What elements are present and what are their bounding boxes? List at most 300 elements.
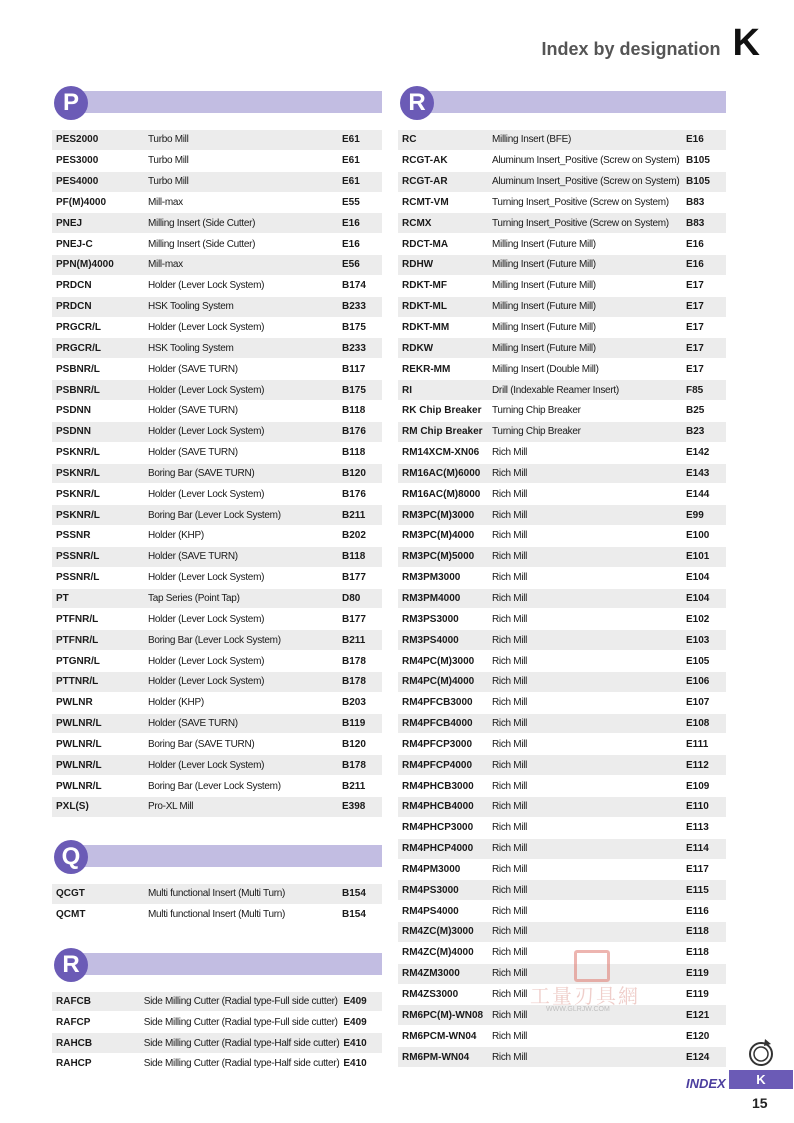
page-ref-cell[interactable]: E116 [682, 901, 726, 922]
page-ref-cell[interactable]: F85 [682, 380, 726, 401]
page-ref-cell[interactable]: B118 [338, 546, 382, 567]
description-cell: Boring Bar (SAVE TURN) [144, 463, 338, 484]
table-row [398, 463, 726, 484]
page-ref-cell[interactable]: E16 [682, 255, 726, 276]
designation-cell: RM4PS4000 [398, 901, 488, 922]
index-table [52, 884, 382, 926]
page-ref-cell[interactable]: E117 [682, 859, 726, 880]
designation-cell: RDCT-MA [398, 234, 488, 255]
designation-cell: RCMX [398, 213, 488, 234]
designation-cell: PPN(M)4000 [52, 255, 144, 276]
table-row [398, 671, 726, 692]
table-row [52, 904, 382, 925]
designation-cell: RAFCP [52, 1012, 140, 1033]
description-cell: Multi functional Insert (Multi Turn) [144, 904, 338, 925]
page-ref-cell[interactable]: E121 [682, 1005, 726, 1026]
table-row [52, 359, 382, 380]
table-row [398, 1047, 726, 1068]
description-cell: Boring Bar (SAVE TURN) [144, 734, 338, 755]
section-gap [52, 926, 382, 948]
table-row [398, 588, 726, 609]
table-row [398, 546, 726, 567]
description-cell: Mill-max [144, 255, 338, 276]
designation-cell: RAHCP [52, 1054, 140, 1075]
description-cell: Holder (SAVE TURN) [144, 359, 338, 380]
table-row [398, 317, 726, 338]
page-ref-cell[interactable]: E409 [339, 1012, 382, 1033]
description-cell: Rich Mill [488, 671, 682, 692]
table-row [398, 171, 726, 192]
page-ref-cell[interactable]: B83 [682, 192, 726, 213]
description-cell: Rich Mill [488, 505, 682, 526]
index-table [52, 992, 382, 1075]
designation-cell: PWLNR/L [52, 713, 144, 734]
table-row [52, 317, 382, 338]
description-cell: Holder (KHP) [144, 526, 338, 547]
page-ref-cell[interactable]: E103 [682, 630, 726, 651]
description-cell: Holder (KHP) [144, 692, 338, 713]
description-cell: HSK Tooling System [144, 296, 338, 317]
page-ref-cell[interactable]: E16 [338, 213, 382, 234]
designation-cell: PTFNR/L [52, 609, 144, 630]
table-row [52, 400, 382, 421]
description-cell: Holder (SAVE TURN) [144, 400, 338, 421]
description-cell: Milling Insert (Future Mill) [488, 296, 682, 317]
designation-cell: RM4PFCB3000 [398, 692, 488, 713]
description-cell: Rich Mill [488, 588, 682, 609]
designation-cell: PRDCN [52, 296, 144, 317]
designation-cell: PNEJ [52, 213, 144, 234]
description-cell: Aluminum Insert_Positive (Screw on System) [488, 171, 682, 192]
designation-cell: RM16AC(M)8000 [398, 484, 488, 505]
description-cell: Milling Insert (Side Cutter) [144, 213, 338, 234]
designation-cell: RM4PC(M)4000 [398, 671, 488, 692]
designation-cell: PSKNR/L [52, 484, 144, 505]
description-cell: Side Milling Cutter (Radial type-Half side cutter) [140, 1054, 340, 1075]
description-cell: Rich Mill [488, 797, 682, 818]
section-band [420, 91, 726, 113]
table-row [52, 630, 382, 651]
page-ref-cell[interactable]: B233 [338, 296, 382, 317]
page-ref-cell[interactable]: B175 [338, 317, 382, 338]
designation-cell: RC [398, 130, 488, 150]
table-row [52, 1033, 382, 1054]
page-ref-cell[interactable]: E119 [682, 963, 726, 984]
description-cell: Turning Chip Breaker [488, 400, 682, 421]
page-ref-cell[interactable]: B174 [338, 275, 382, 296]
section-band [74, 845, 382, 867]
description-cell: Side Milling Cutter (Radial type-Full side cutter) [140, 1012, 340, 1033]
description-cell: Drill (Indexable Reamer Insert) [488, 380, 682, 401]
designation-cell: RDKT-MF [398, 275, 488, 296]
table-row [398, 734, 726, 755]
index-table [52, 130, 382, 818]
page-ref-cell[interactable]: B120 [338, 734, 382, 755]
designation-cell: RCMT-VM [398, 192, 488, 213]
designation-cell: RM16AC(M)6000 [398, 463, 488, 484]
page-ref-cell[interactable]: E143 [682, 463, 726, 484]
table-row [52, 609, 382, 630]
page-ref-cell[interactable]: B202 [338, 526, 382, 547]
designation-cell: RM4ZC(M)4000 [398, 942, 488, 963]
table-row [52, 1054, 382, 1075]
description-cell: Pro-XL Mill [144, 797, 338, 818]
page-ref-cell[interactable]: E111 [682, 734, 726, 755]
description-cell: Holder (Lever Lock System) [144, 484, 338, 505]
page-ref-cell[interactable]: E17 [682, 275, 726, 296]
page-ref-cell[interactable]: E101 [682, 546, 726, 567]
page-ref-cell[interactable]: B105 [682, 150, 726, 171]
table-row [398, 380, 726, 401]
page-ref-cell[interactable]: E107 [682, 692, 726, 713]
description-cell: Rich Mill [488, 859, 682, 880]
designation-cell: RDKW [398, 338, 488, 359]
description-cell: Holder (SAVE TURN) [144, 442, 338, 463]
index-tab[interactable]: K [729, 1070, 793, 1089]
page-ref-cell[interactable]: E124 [682, 1047, 726, 1068]
designation-cell: PWLNR/L [52, 755, 144, 776]
page-ref-cell[interactable]: E61 [338, 171, 382, 192]
designation-cell: QCGT [52, 884, 144, 904]
page-ref-cell[interactable]: B176 [338, 421, 382, 442]
table-row [52, 296, 382, 317]
description-cell: Rich Mill [488, 484, 682, 505]
table-row [52, 797, 382, 818]
description-cell: Holder (Lever Lock System) [144, 275, 338, 296]
description-cell: Multi functional Insert (Multi Turn) [144, 884, 338, 904]
page-ref-cell[interactable]: E106 [682, 671, 726, 692]
designation-cell: QCMT [52, 904, 144, 925]
designation-cell: RAFCB [52, 992, 140, 1012]
description-cell: Holder (SAVE TURN) [144, 546, 338, 567]
designation-cell: PSBNR/L [52, 380, 144, 401]
designation-cell: PF(M)4000 [52, 192, 144, 213]
table-row [52, 734, 382, 755]
table-row [398, 797, 726, 818]
designation-cell: RM6PCM-WN04 [398, 1026, 488, 1047]
table-row [52, 150, 382, 171]
description-cell: Side Milling Cutter (Radial type-Half side cutter) [140, 1033, 340, 1054]
page-ref-cell[interactable]: E104 [682, 567, 726, 588]
table-row [398, 359, 726, 380]
page-ref-cell[interactable]: E16 [338, 234, 382, 255]
description-cell: Rich Mill [488, 838, 682, 859]
page-ref-cell[interactable]: B211 [338, 630, 382, 651]
table-row [398, 630, 726, 651]
designation-cell: PSSNR/L [52, 546, 144, 567]
page-ref-cell[interactable]: E61 [338, 130, 382, 150]
table-row [398, 651, 726, 672]
page-ref-cell[interactable]: B175 [338, 380, 382, 401]
description-cell: Rich Mill [488, 817, 682, 838]
designation-cell: RM4PHCP4000 [398, 838, 488, 859]
designation-cell: RDKT-ML [398, 296, 488, 317]
designation-cell: PXL(S) [52, 797, 144, 818]
designation-cell: PSKNR/L [52, 463, 144, 484]
page-ref-cell[interactable]: B117 [338, 359, 382, 380]
table-row [398, 130, 726, 150]
page-ref-cell[interactable]: E109 [682, 776, 726, 797]
table-row [398, 713, 726, 734]
section-band [74, 953, 382, 975]
table-row [398, 1026, 726, 1047]
page-ref-cell[interactable]: E108 [682, 713, 726, 734]
table-row [398, 484, 726, 505]
page-ref-cell[interactable]: B211 [338, 505, 382, 526]
page-ref-cell[interactable]: E120 [682, 1026, 726, 1047]
description-cell: Rich Mill [488, 1047, 682, 1068]
watermark-text: 工量刃具網 [530, 984, 640, 1008]
watermark-logo [574, 950, 610, 982]
designation-cell: RM6PC(M)-WN08 [398, 1005, 488, 1026]
section-band [74, 91, 382, 113]
page-ref-cell[interactable]: D80 [338, 588, 382, 609]
designation-cell: PSBNR/L [52, 359, 144, 380]
page-ref-cell[interactable]: B25 [682, 400, 726, 421]
page-ref-cell[interactable]: E99 [682, 505, 726, 526]
page-ref-cell[interactable]: E110 [682, 797, 726, 818]
page-ref-cell[interactable]: E102 [682, 609, 726, 630]
table-row [52, 255, 382, 276]
page-ref-cell[interactable]: B118 [338, 400, 382, 421]
table-row [52, 713, 382, 734]
table-row [398, 421, 726, 442]
page-title: Index by designation [541, 39, 721, 59]
table-row [52, 526, 382, 547]
description-cell: Boring Bar (Lever Lock System) [144, 505, 338, 526]
description-cell: Holder (SAVE TURN) [144, 713, 338, 734]
page-ref-cell[interactable]: E144 [682, 484, 726, 505]
description-cell: Rich Mill [488, 880, 682, 901]
section-gap [52, 818, 382, 840]
refresh-icon[interactable] [745, 1037, 777, 1069]
page-ref-cell[interactable]: B178 [338, 651, 382, 672]
description-cell: Rich Mill [488, 463, 682, 484]
page-number: 15 [752, 1095, 768, 1111]
designation-cell: RM4PM3000 [398, 859, 488, 880]
table-row [52, 671, 382, 692]
table-row [52, 992, 382, 1012]
designation-cell: RK Chip Breaker [398, 400, 488, 421]
page-ref-cell[interactable]: B178 [338, 755, 382, 776]
designation-cell: RDHW [398, 255, 488, 276]
description-cell: Rich Mill [488, 546, 682, 567]
table-row [52, 776, 382, 797]
table-row [398, 817, 726, 838]
table-row [398, 755, 726, 776]
description-cell: Holder (Lever Lock System) [144, 317, 338, 338]
description-cell: Rich Mill [488, 901, 682, 922]
table-row [52, 380, 382, 401]
designation-cell: RM4PHCP3000 [398, 817, 488, 838]
designation-cell: PWLNR/L [52, 776, 144, 797]
index-label: INDEX [686, 1076, 726, 1091]
designation-cell: PSDNN [52, 400, 144, 421]
table-row [398, 901, 726, 922]
description-cell: Milling Insert (Double Mill) [488, 359, 682, 380]
section-letter-badge: P [54, 86, 88, 120]
designation-cell: RI [398, 380, 488, 401]
designation-cell: PSSNR [52, 526, 144, 547]
designation-cell: PSDNN [52, 421, 144, 442]
description-cell: Turning Insert_Positive (Screw on System) [488, 213, 682, 234]
page-ref-cell[interactable]: B120 [338, 463, 382, 484]
designation-cell: RM3PC(M)4000 [398, 526, 488, 547]
section-header [52, 86, 382, 120]
page-ref-cell[interactable]: B23 [682, 421, 726, 442]
page-ref-cell[interactable]: E410 [339, 1033, 382, 1054]
section-letter-badge: Q [54, 840, 88, 874]
description-cell: Milling Insert (Future Mill) [488, 234, 682, 255]
page-ref-cell[interactable]: E16 [682, 234, 726, 255]
description-cell: Milling Insert (Side Cutter) [144, 234, 338, 255]
page-ref-cell[interactable]: B211 [338, 776, 382, 797]
table-row [52, 692, 382, 713]
description-cell: Rich Mill [488, 567, 682, 588]
designation-cell: RCGT-AK [398, 150, 488, 171]
page-ref-cell[interactable]: E112 [682, 755, 726, 776]
page-ref-cell[interactable]: B83 [682, 213, 726, 234]
page-ref-cell[interactable]: B177 [338, 567, 382, 588]
description-cell: Holder (Lever Lock System) [144, 755, 338, 776]
description-cell: Rich Mill [488, 942, 682, 963]
page-ref-cell[interactable]: E113 [682, 817, 726, 838]
table-row [52, 1012, 382, 1033]
designation-cell: RM Chip Breaker [398, 421, 488, 442]
table-row [398, 255, 726, 276]
page-ref-cell[interactable]: E398 [338, 797, 382, 818]
description-cell: Rich Mill [488, 922, 682, 943]
table-row [398, 150, 726, 171]
table-row [52, 884, 382, 904]
table-row [52, 213, 382, 234]
page-ref-cell[interactable]: E17 [682, 359, 726, 380]
designation-cell: PT [52, 588, 144, 609]
table-row [398, 692, 726, 713]
description-cell: Milling Insert (BFE) [488, 130, 682, 150]
page-ref-cell[interactable]: E142 [682, 442, 726, 463]
table-row [398, 213, 726, 234]
watermark [530, 950, 670, 1020]
description-cell: Holder (Lever Lock System) [144, 651, 338, 672]
designation-cell: PTFNR/L [52, 630, 144, 651]
page-ref-cell[interactable]: B176 [338, 484, 382, 505]
page-ref-cell[interactable]: E17 [682, 338, 726, 359]
page-ref-cell[interactable]: E114 [682, 838, 726, 859]
description-cell: Turbo Mill [144, 130, 338, 150]
description-cell: Turbo Mill [144, 171, 338, 192]
page-ref-cell[interactable]: E56 [338, 255, 382, 276]
description-cell: Boring Bar (Lever Lock System) [144, 630, 338, 651]
designation-cell: RM3PS3000 [398, 609, 488, 630]
description-cell: Rich Mill [488, 526, 682, 547]
page-ref-cell[interactable]: E17 [682, 317, 726, 338]
description-cell: Holder (Lever Lock System) [144, 380, 338, 401]
page-ref-cell[interactable]: E410 [339, 1054, 382, 1075]
table-row [52, 651, 382, 672]
page-ref-cell[interactable]: E61 [338, 150, 382, 171]
description-cell: Milling Insert (Future Mill) [488, 338, 682, 359]
page-ref-cell[interactable]: B118 [338, 442, 382, 463]
description-cell: Rich Mill [488, 963, 682, 984]
page-ref-cell[interactable]: E119 [682, 984, 726, 1005]
page-ref-cell[interactable]: B233 [338, 338, 382, 359]
table-row [52, 338, 382, 359]
page-ref-cell[interactable]: B177 [338, 609, 382, 630]
page-ref-cell[interactable]: E118 [682, 922, 726, 943]
page-header [542, 22, 760, 65]
description-cell: Rich Mill [488, 1026, 682, 1047]
table-row [52, 442, 382, 463]
page-ref-cell[interactable]: B154 [338, 904, 382, 925]
page-ref-cell[interactable]: B203 [338, 692, 382, 713]
description-cell: Rich Mill [488, 651, 682, 672]
designation-cell: RM3PS4000 [398, 630, 488, 651]
designation-cell: RM3PM4000 [398, 588, 488, 609]
description-cell: HSK Tooling System [144, 338, 338, 359]
designation-cell: RM4ZS3000 [398, 984, 488, 1005]
section-header [52, 948, 382, 982]
description-cell: Tap Series (Point Tap) [144, 588, 338, 609]
page-ref-cell[interactable]: B154 [338, 884, 382, 904]
designation-cell: PES3000 [52, 150, 144, 171]
description-cell: Boring Bar (Lever Lock System) [144, 776, 338, 797]
designation-cell: PRGCR/L [52, 317, 144, 338]
description-cell: Holder (Lever Lock System) [144, 567, 338, 588]
page-ref-cell[interactable]: E115 [682, 880, 726, 901]
table-row [398, 776, 726, 797]
description-cell: Turbo Mill [144, 150, 338, 171]
table-row [398, 609, 726, 630]
page-ref-cell[interactable]: E55 [338, 192, 382, 213]
page-ref-cell[interactable]: E17 [682, 296, 726, 317]
designation-cell: RM4ZC(M)3000 [398, 922, 488, 943]
designation-cell: PES4000 [52, 171, 144, 192]
table-row [398, 338, 726, 359]
page-ref-cell[interactable]: E118 [682, 942, 726, 963]
table-row [52, 755, 382, 776]
description-cell: Mill-max [144, 192, 338, 213]
page-ref-cell[interactable]: B178 [338, 671, 382, 692]
page-ref-cell[interactable]: E409 [339, 992, 382, 1012]
page-ref-cell[interactable]: E16 [682, 130, 726, 150]
designation-cell: RM3PM3000 [398, 567, 488, 588]
description-cell: Turning Chip Breaker [488, 421, 682, 442]
designation-cell: RM4PC(M)3000 [398, 651, 488, 672]
section-letter-badge: R [400, 86, 434, 120]
description-cell: Milling Insert (Future Mill) [488, 317, 682, 338]
designation-cell: PTGNR/L [52, 651, 144, 672]
page-ref-cell[interactable]: E100 [682, 526, 726, 547]
page-ref-cell[interactable]: E104 [682, 588, 726, 609]
description-cell: Aluminum Insert_Positive (Screw on System) [488, 150, 682, 171]
table-row [52, 130, 382, 150]
description-cell: Milling Insert (Future Mill) [488, 255, 682, 276]
table-row [52, 234, 382, 255]
page-ref-cell[interactable]: B105 [682, 171, 726, 192]
description-cell: Rich Mill [488, 630, 682, 651]
table-row [52, 171, 382, 192]
designation-cell: PRDCN [52, 275, 144, 296]
description-cell: Holder (Lever Lock System) [144, 671, 338, 692]
designation-cell: RDKT-MM [398, 317, 488, 338]
page-ref-cell[interactable]: E105 [682, 651, 726, 672]
table-row [398, 234, 726, 255]
designation-cell: PSSNR/L [52, 567, 144, 588]
table-row [398, 526, 726, 547]
table-row [398, 567, 726, 588]
page-ref-cell[interactable]: B119 [338, 713, 382, 734]
